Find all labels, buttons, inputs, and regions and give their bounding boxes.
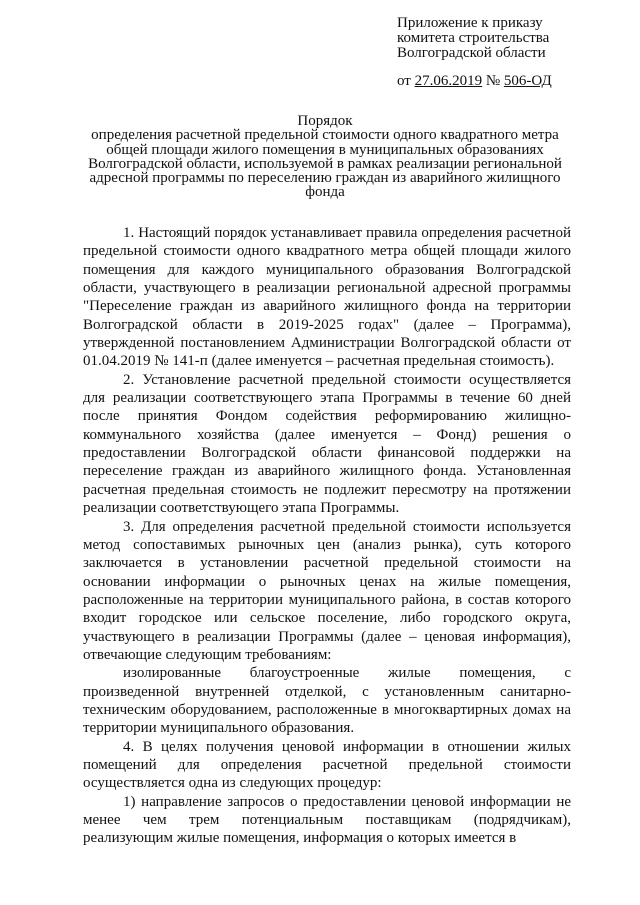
document-title [80,114,570,200]
order-reference [397,74,552,89]
title-heading: Порядок [297,113,353,129]
paragraph-4-item-1: 1) направление запросов о предоставлении ценовой информации не менее чем трем потенциальным поставщикам (подрядчикам), реализующим жилые помещения, информация о которых имеется в [83,793,571,847]
title-line: определения расчетной предельной стоимости одного квадратного метра [91,127,559,144]
order-number: 506-ОД [503,73,552,89]
header-line: Приложение к приказу [397,15,543,31]
title-line: адресной программы по переселению граждан из аварийного жилищного [89,170,561,187]
order-prefix: от [397,73,411,89]
attachment-header [397,16,549,61]
paragraph-2: 2. Установление расчетной предельной стоимости осуществляется для реализации соответствующего этапа Программы в течение 60 дней после принятия Фондом содействия реформированию жилищно-коммунального хозяйства (далее именуется – Фонд) решения о предоставлении Волгоградской области финансовой поддержки на переселение граждан из аварийного жилищного фонда. Установленная расчетная предельная стоимость не подлежит пересмотру на протяжении реализации соответствующего этапа Программы. [83,371,571,517]
paragraph-4: 4. В целях получения ценовой информации в отношении жилых помещений для определения расчетной предельной стоимости осуществляется одна из следующих процедур: [83,738,571,792]
title-line: общей площади жилого помещения в муниципальных образованиях [106,141,544,158]
title-line: Волгоградской области, используемой в рамках реализации региональной [88,155,562,172]
header-line: Волгоградской области [397,45,546,61]
document-body [83,224,571,848]
paragraph-requirements: изолированные благоустроенные жилые помещения, с произведенной внутренней отделкой, с установленным санитарно-техническим оборудованием, расположенные в многоквартирных домах на территории муниципального образования. [83,665,571,737]
title-line: фонда [305,184,345,201]
order-date: 27.06.2019 [414,73,483,89]
order-number-sign: № [485,73,501,89]
header-line: комитета строительства [397,30,550,46]
paragraph-1: 1. Настоящий порядок устанавливает правила определения расчетной предельной стоимости одного квадратного метра общей площади жилого помещения для каждого муниципального образования Волгоградской области, участвующего в реализации региональной адресной программы "Переселение граждан из аварийного жилищного фонда на территории Волгоградской области в 2019-2025 годах" (далее – Программа), утвержденной постановлением Администрации Волгоградской области от 01.04.2019 № 141-п (далее именуется – расчетная предельная стоимость). [83,225,571,370]
paragraph-3: 3. Для определения расчетной предельной стоимости используется метод сопоставимых рыночных цен (анализ рынка), суть которого заключается в установлении расчетной предельной стоимости на основании информации о рыночных ценах на жилые помещения, расположенные на территории муниципального района, в состав которого входит городское или сельское поселение, либо городского округа, участвующего в реализации Программы (далее – ценовая информация), отвечающие следующим требованиям: [83,518,571,663]
